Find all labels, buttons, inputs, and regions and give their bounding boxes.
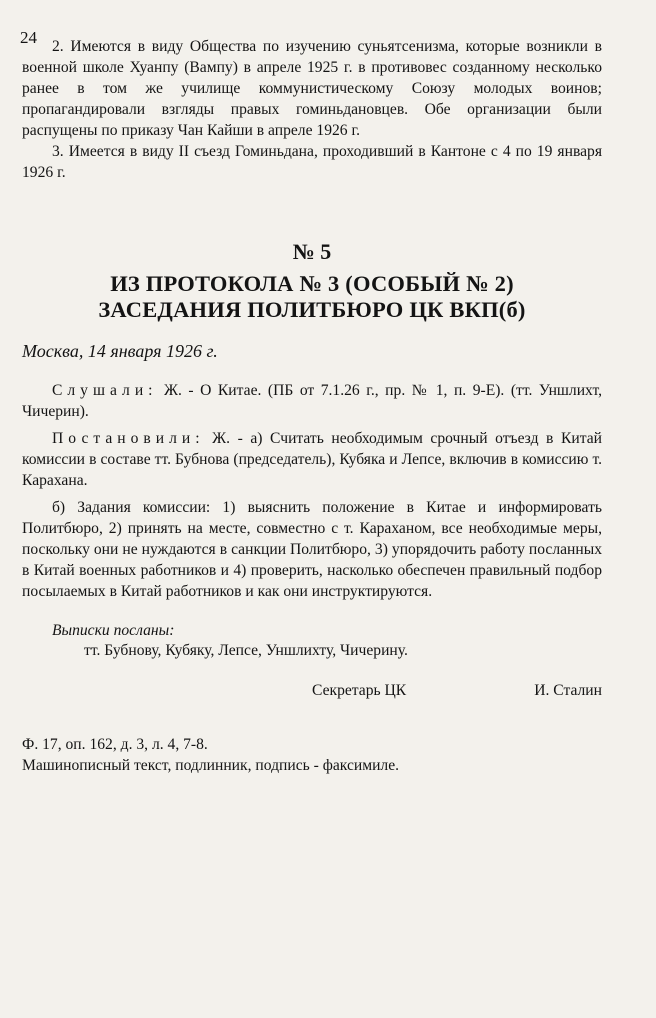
footnote-3: 3. Имеется в виду II съезд Гоминьдана, проходивший в Кантоне с 4 по 19 января 1926 г. [22, 143, 602, 181]
point-b-paragraph: б) Задания комиссии: 1) выяснить положение в Китае и информировать Политбюро, 2) принять на месте, совместно с т. Караханом, все необходимые меры, поскольку они не нуждаются в санкции Политбюро, 3) упорядочить работу посланных в Китай военных работников и 4) проверить, насколько обеспечен правильный подбор посылаемых в Китай работников и как они инструктируются. [22, 499, 602, 600]
decided-text: Ж. - а) Считать необходимым срочный отъезд в Китай комиссии в составе тт. Бубнова (председатель), Кубяка и Лепсе, включив в комиссию т. Карахана. [22, 430, 602, 489]
footnote-2: 2. Имеются в виду Общества по изучению суньятсенизма, которые возникли в военной школе Хуанпу (Вампу) в апреле 1925 г. в противовес созданному несколько ранее в том же училище коммунистическому Союзу молодых воинов; пропагандировали взгляды правых гоминьдановцев. Обе организации были распущены по приказу Чан Кайши в апреле 1926 г. [22, 38, 602, 139]
signature-name: И. Сталин [534, 682, 602, 699]
place-date: Москва, 14 января 1926 г. [22, 341, 218, 361]
heard-paragraph [22, 380, 602, 422]
extracts-label: Выписки посланы: [52, 622, 175, 639]
signature-role: Секретарь ЦК [312, 682, 407, 699]
archive-note: Машинописный текст, подлинник, подпись - факсимиле. [22, 757, 400, 774]
document-page [22, 36, 602, 776]
decided-paragraph [22, 428, 602, 491]
archive-reference: Ф. 17, оп. 162, д. 3, л. 4, 7-8. [22, 736, 208, 753]
page-number: 24 [20, 28, 37, 47]
signature-block [22, 682, 602, 704]
recipients-list: тт. Бубнову, Кубяку, Лепсе, Уншлихту, Чичерину. [84, 642, 408, 659]
heard-label: Слушали: [52, 382, 158, 399]
decided-label: Постановили: [52, 430, 205, 447]
document-number: № 5 [292, 239, 332, 264]
heard-text: Ж. - О Китае. (ПБ от 7.1.26 г., пр. № 1, п. 9-Е). (тт. Уншлихт, Чичерин). [22, 382, 602, 420]
document-title-line-1: ИЗ ПРОТОКОЛА № 3 (ОСОБЫЙ № 2) [110, 271, 514, 296]
document-title-line-2: ЗАСЕДАНИЯ ПОЛИТБЮРО ЦК ВКП(б) [98, 297, 526, 322]
